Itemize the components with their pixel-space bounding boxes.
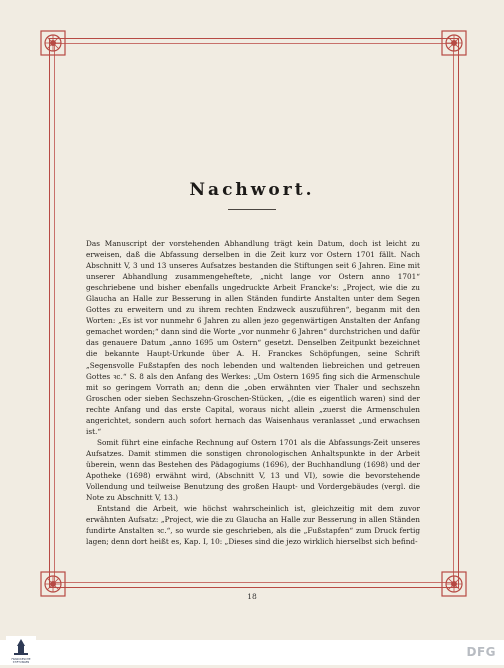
foundation-logo[interactable] [6,636,36,664]
dfg-logo[interactable]: DFG [466,645,496,659]
paragraph: Entstand die Arbeit, wie höchst wahrscheinlich ist, gleichzeitig mit dem zuvor erwähnten Aufsatz: „Project, wie die zu Glaucha an Halle zur Besserung in allen Ständen fundirte Anstalten ꝛc.“, so wurde sie geschrieben, als die „Fußstapfen“ zum Druck fertig lagen; denn dort heißt es, Kap. I, 10: „Dieses sind die jezo wirklich hierselbst sich befind- [86,504,420,547]
svg-text:FRANCKESCHE: FRANCKESCHE [11,658,31,661]
svg-text:STIFTUNGEN: STIFTUNGEN [12,661,30,664]
page-number: 18 [247,592,257,601]
paragraph: Somit führt eine einfache Rechnung auf Ostern 1701 als die Abfassungs-Zeit unseres Aufsatzes. Damit stimmen die sonstigen chronologischen Anhaltspunkte in der Arbeit überein, wenn das Bestehen des Pädagogiums (1696), der Buchhandlung (1698) und der Apotheke (1698) erwähnt wird, (Abschnitt V, 13 und VI), sowie die bevorstehende Vollendung und teilweise Benutzung des großen Haupt- und Vordergebäudes (vergl. die Note zu Abschnitt V, 13.) [86,437,420,503]
title-divider [228,209,276,210]
body-text [86,238,420,547]
page-title: Nachwort. [189,180,315,200]
paragraph: Das Manuscript der vorstehenden Abhandlung trägt kein Datum, doch ist leicht zu erweisen, daß die Abfassung derselben in die Zeit kurz vor Ostern 1701 fällt. Nach Abschnitt V, 3 und 13 unseres Aufsatzes bestanden die Stiftungen seit 6 Jahren. Eine mit unserer Abhandlung zusammengeheftete, „nicht lange vor Ostern anno 1701“ geschriebene und bisher ebenfalls ungedruckte Arbeit Francke's: „Project, wie die zu Glaucha an Halle zur Besserung in allen Ständen fundirte Anstalten unter dem Segen Gottes zu erweitern und zu ihrem rechten Endzweck auszuführen“, beganm mit den Worten: „Es ist vor nunmehr 6 Jahren zu allen jezo gegenwärtigen Anstalten der Anfang gemachet worden;“ dann sind die Worte „vor nunmehr 6 Jahren“ durchstrichen und dafür das genauere Datum „anno 1695 um Ostern“ gesetzt. Denselben Zeitpunkt bezeichnet die bekannte Haupt-Urkunde über A. H. Franckes Schöpfungen, seine Schrift „Segensvolle Fußstapfen des noch lebenden und waltenden liebreichen und getreuen Gottes ꝛc.“ S. 8 als den Anfang des Werkes: „Um Ostern 1695 fing sich die Armenschule mit so geringem Vorrath an; denn die „oben erwähnten vier Thaler und sechszehn Groschen oder sieben Sechszehn-Groschen-Stücken, „(die es eigentlich waren) sind der rechte Anfang und das erste Capital, woraus nicht allein „zuerst die Armenschulen angerichtet, sondern auch sofort hernach das Waisenhaus veranlasset „und erwachsen ist.“ [86,239,420,436]
viewer-footer [0,640,504,665]
rosette-ornament-icon [441,30,467,56]
rosette-ornament-icon [40,30,66,56]
